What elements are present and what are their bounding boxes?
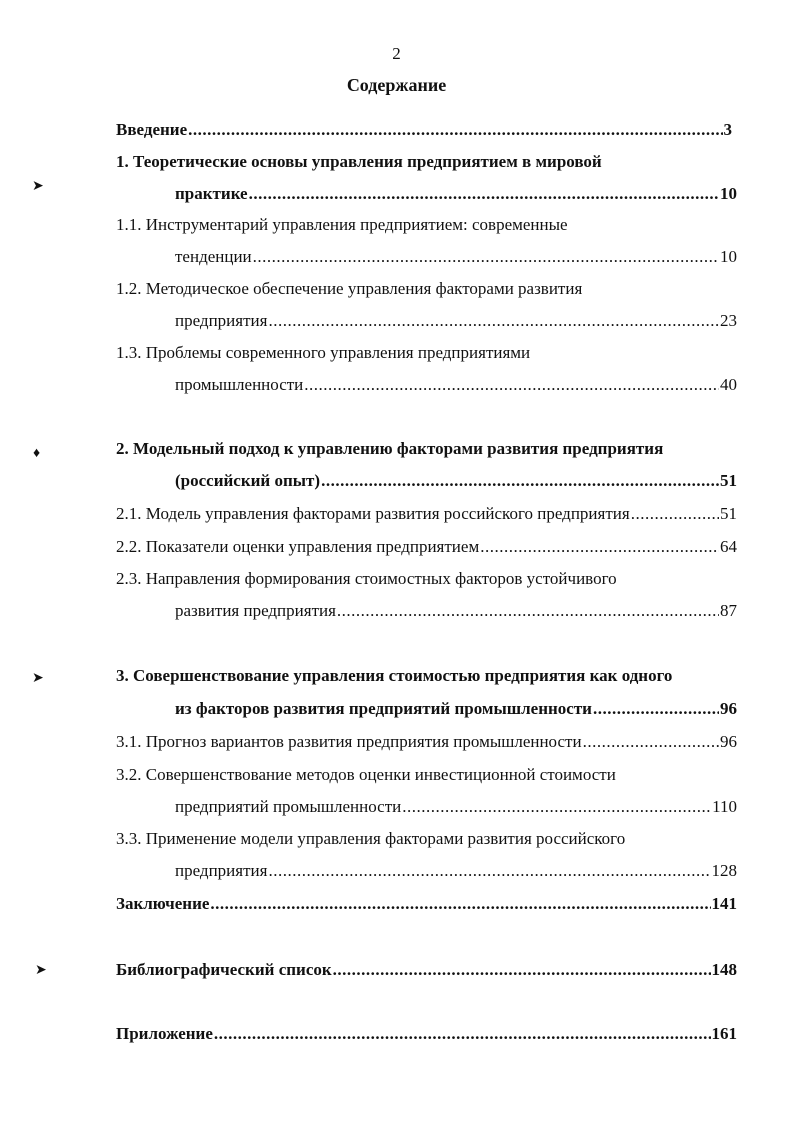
toc-entry-label: 3.2. Совершенствование методов оценки инвестиционной стоимости — [116, 765, 616, 784]
toc-leader — [321, 469, 719, 493]
toc-entry-label: 2.3. Направления формирования стоимостных факторов устойчивого — [116, 569, 617, 588]
toc-entry-appendix[interactable] — [116, 1022, 737, 1046]
toc-entry-page: 10 — [720, 184, 737, 203]
toc-entry-label: 3.1. Прогноз вариантов развития предприятия промышленности — [116, 732, 582, 751]
toc-entry-page: 141 — [711, 894, 737, 913]
toc-entry-page: 161 — [711, 1024, 737, 1043]
page-title: Содержание — [346, 75, 447, 95]
toc-entry-page: 128 — [711, 861, 737, 880]
toc-entry-section-3-2[interactable] — [116, 763, 616, 787]
toc-entry-section-1-3[interactable] — [116, 341, 530, 365]
toc-entry-section-1-1-cont[interactable] — [175, 245, 737, 269]
toc-entry-label: 3. Совершенствование управления стоимостью предприятия как одного — [116, 666, 673, 685]
margin-mark: ➤ — [32, 671, 44, 686]
toc-entry-page: 148 — [711, 960, 737, 979]
toc-entry-page: 51 — [720, 471, 737, 490]
toc-entry-bibliography[interactable] — [116, 958, 737, 982]
toc-entry-label: Заключение — [116, 894, 210, 913]
toc-leader — [583, 730, 719, 754]
margin-mark: ♦ — [33, 446, 41, 461]
toc-entry-label: 1.1. Инструментарий управления предприятием: современные — [116, 215, 568, 234]
toc-entry-label: Приложение — [116, 1024, 213, 1043]
toc-leader — [214, 1022, 711, 1046]
toc-entry-page: 96 — [720, 699, 737, 718]
toc-leader — [188, 118, 722, 142]
toc-entry-label: из факторов развития предприятий промышленности — [175, 699, 592, 718]
toc-entry-page: 64 — [720, 537, 737, 556]
toc-entry-chapter-2[interactable] — [116, 437, 663, 461]
toc-entry-label: Введение — [116, 120, 188, 139]
toc-entry-label: практике — [175, 184, 248, 203]
toc-entry-page: 96 — [720, 732, 737, 751]
toc-entry-intro[interactable] — [116, 118, 732, 142]
toc-leader — [268, 309, 719, 333]
toc-entry-section-2-3-cont[interactable] — [175, 599, 737, 623]
toc-entry-page: 51 — [720, 504, 737, 523]
toc-leader — [304, 373, 719, 397]
toc-entry-section-1-2[interactable] — [116, 277, 582, 301]
toc-entry-label: 2.1. Модель управления факторами развития российского предприятия — [116, 504, 630, 523]
toc-entry-section-3-2-cont[interactable] — [175, 795, 737, 819]
toc-leader — [249, 182, 719, 206]
toc-leader — [268, 859, 710, 883]
toc-entry-chapter-1[interactable] — [116, 150, 602, 174]
toc-entry-section-1-2-cont[interactable] — [175, 309, 737, 333]
toc-entry-conclusion[interactable] — [116, 892, 737, 916]
toc-entry-page: 40 — [720, 375, 737, 394]
toc-leader — [337, 599, 719, 623]
toc-leader — [631, 502, 719, 526]
toc-entry-label: 1.2. Методическое обеспечение управления факторами развития — [116, 279, 583, 298]
toc-entry-chapter-1-cont[interactable] — [175, 182, 737, 206]
toc-entry-section-2-3[interactable] — [116, 567, 617, 591]
page-number: 2 — [392, 44, 401, 63]
toc-leader — [253, 245, 719, 269]
toc-entry-section-2-1[interactable] — [116, 502, 737, 526]
toc-entry-page: 110 — [712, 797, 737, 816]
toc-entry-section-3-1[interactable] — [116, 730, 737, 754]
toc-entry-label: развития предприятия — [175, 601, 336, 620]
toc-entry-label: 1. Теоретические основы управления предприятием в мировой — [116, 152, 602, 171]
toc-entry-section-3-3[interactable] — [116, 827, 625, 851]
toc-entry-section-1-3-cont[interactable] — [175, 373, 737, 397]
toc-entry-chapter-2-cont[interactable] — [175, 469, 737, 493]
toc-entry-chapter-3-cont[interactable] — [175, 697, 737, 721]
toc-entry-label: Библиографический список — [116, 960, 332, 979]
toc-entry-chapter-3[interactable] — [116, 664, 672, 688]
toc-leader — [402, 795, 711, 819]
toc-entry-label: 1.3. Проблемы современного управления предприятиями — [116, 343, 531, 362]
toc-entry-label: (российский опыт) — [175, 471, 321, 490]
toc-leader — [480, 535, 719, 559]
toc-entry-label: предприятий промышленности — [175, 797, 402, 816]
toc-entry-label: тенденции — [175, 247, 252, 266]
toc-entry-page: 3 — [723, 120, 732, 139]
toc-entry-section-3-3-cont[interactable] — [175, 859, 737, 883]
toc-entry-label: предприятия — [175, 861, 268, 880]
margin-mark: ➤ — [35, 963, 47, 978]
toc-entry-label: 2. Модельный подход к управлению факторами развития предприятия — [116, 439, 664, 458]
toc-entry-label: промышленности — [175, 375, 304, 394]
toc-entry-section-2-2[interactable] — [116, 535, 737, 559]
toc-entry-section-1-1[interactable] — [116, 213, 568, 237]
toc-entry-label: 3.3. Применение модели управления факторами развития российского — [116, 829, 626, 848]
toc-leader — [333, 958, 711, 982]
toc-leader — [210, 892, 710, 916]
margin-mark: ➤ — [32, 179, 44, 194]
toc-entry-page: 87 — [720, 601, 737, 620]
toc-entry-label: 2.2. Показатели оценки управления предприятием — [116, 537, 480, 556]
toc-entry-label: предприятия — [175, 311, 268, 330]
toc-entry-page: 10 — [720, 247, 737, 266]
toc-leader — [593, 697, 719, 721]
toc-entry-page: 23 — [720, 311, 737, 330]
